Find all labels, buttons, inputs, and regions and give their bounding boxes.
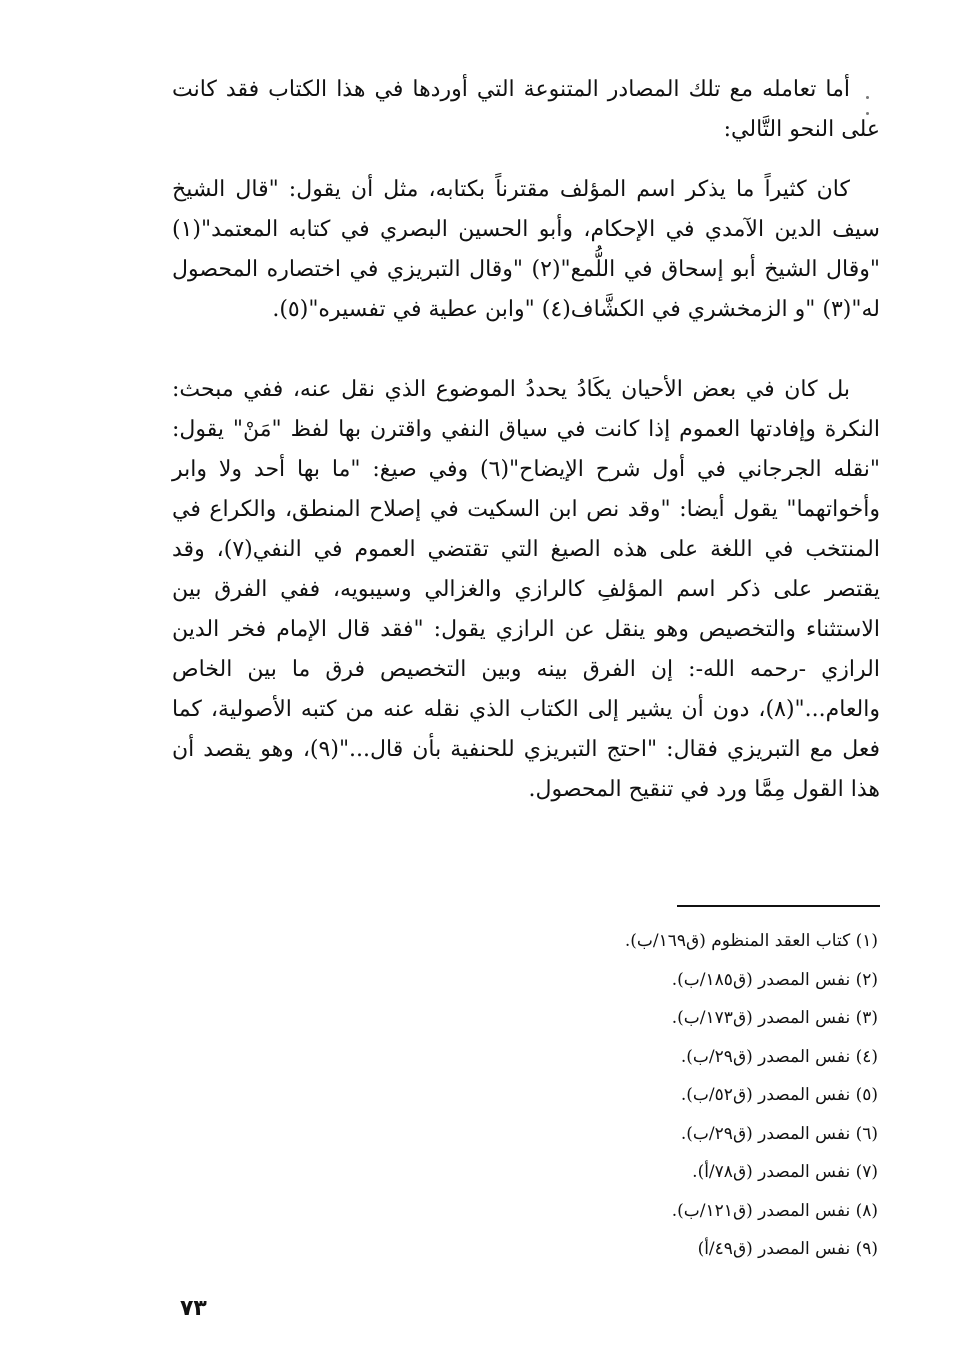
scan-speck — [866, 112, 869, 115]
paragraph-text: كان كثيراً ما يذكر اسم المؤلف مقترناً بكتابه، مثل أن يقول: "قال الشيخ سيف الدين الآمدي في الإحكام، وأبو الحسين البصري في كتابه المعتمد"(١) "وقال الشيخ أبو إسحاق في اللُّمع"(٢) "وقال التبريزي في اختصاره المحصول له"(٣) "و الزمخشري في الكشَّاف(٤) "وابن عطية في تفسيره"(٥). — [172, 177, 880, 322]
body-paragraph-2 — [172, 170, 880, 330]
footnote-3: (٣) نفس المصدر (ق١٧٣/ب). — [671, 1008, 878, 1028]
footnote-8: (٨) نفس المصدر (ق١٢١/ب). — [671, 1200, 878, 1221]
footnote-1: (١) كتاب العقد المنظوم (ق١٦٩/ب). — [624, 931, 878, 951]
paragraph-text: بل كان في بعض الأحيان يكَادُ يحددُ الموضوع الذي نقل عنه، ففي مبحث: النكرة وإفادتها العموم إذا كانت في سياق النفي واقترن بها لفظ "مَنْ" يقول: "نقله الجرجاني في أول شرح الإيضاح"(٦) وفي صيغ: "ما بها أحد ولا وابر وأخواتهما" يقول أيضا: "وقد نص ابن السكيت في إصلاح المنطق، والكراع في المنتخب في اللغة على هذه الصيغ التي تقتضي العموم في النفي(٧)، وقد يقتصر على ذكر اسم المؤلفِ كالرازي والغزالي وسيبويه، ففي الفرق بين الاستثناء والتخصيص وهو ينقل عن الرازي يقول: "فقد قال الإمام فخر الدين الرازي -رحمه الله-: إن الفرق بينه وبين التخصيص فرق ما بين الخاص والعام..."(٨)، دون أن يشير إلى الكتاب الذي نقله عنه من كتبه الأصولية، كما فعل مع التبريزي فقال: "احتج التبريزي للحنفية بأن قال..."(٩)، وهو يقصد أن هذا القول مِمَّا ورد في تنقيح المحصول. — [172, 377, 881, 802]
footnote-6: (٦) نفس المصدر (ق٢٩/ب). — [680, 1123, 878, 1144]
footnote-5: (٥) نفس المصدر (ق٥٢/ب). — [680, 1085, 878, 1105]
footnotes-list — [478, 922, 878, 1269]
footnote-4: (٤) نفس المصدر (ق٢٩/ب). — [680, 1046, 878, 1067]
body-paragraph-3 — [172, 370, 880, 810]
paragraph-text: أما تعامله مع تلك المصادر المتنوعة التي أوردها في هذا الكتاب فقد كانت على النحو التَّالي: — [172, 77, 880, 142]
body-paragraph-1 — [172, 70, 880, 150]
scan-speck — [866, 96, 869, 99]
footnote-2: (٢) نفس المصدر (ق١٨٥/ب). — [671, 969, 878, 990]
footnote-7: (٧) نفس المصدر (ق٧٨/أ). — [692, 1162, 878, 1182]
footnote-separator — [677, 905, 880, 907]
page-number: ٧٣ — [180, 1296, 207, 1321]
footnote-9: (٩) نفس المصدر (ق٤٩/أ) — [697, 1239, 878, 1259]
